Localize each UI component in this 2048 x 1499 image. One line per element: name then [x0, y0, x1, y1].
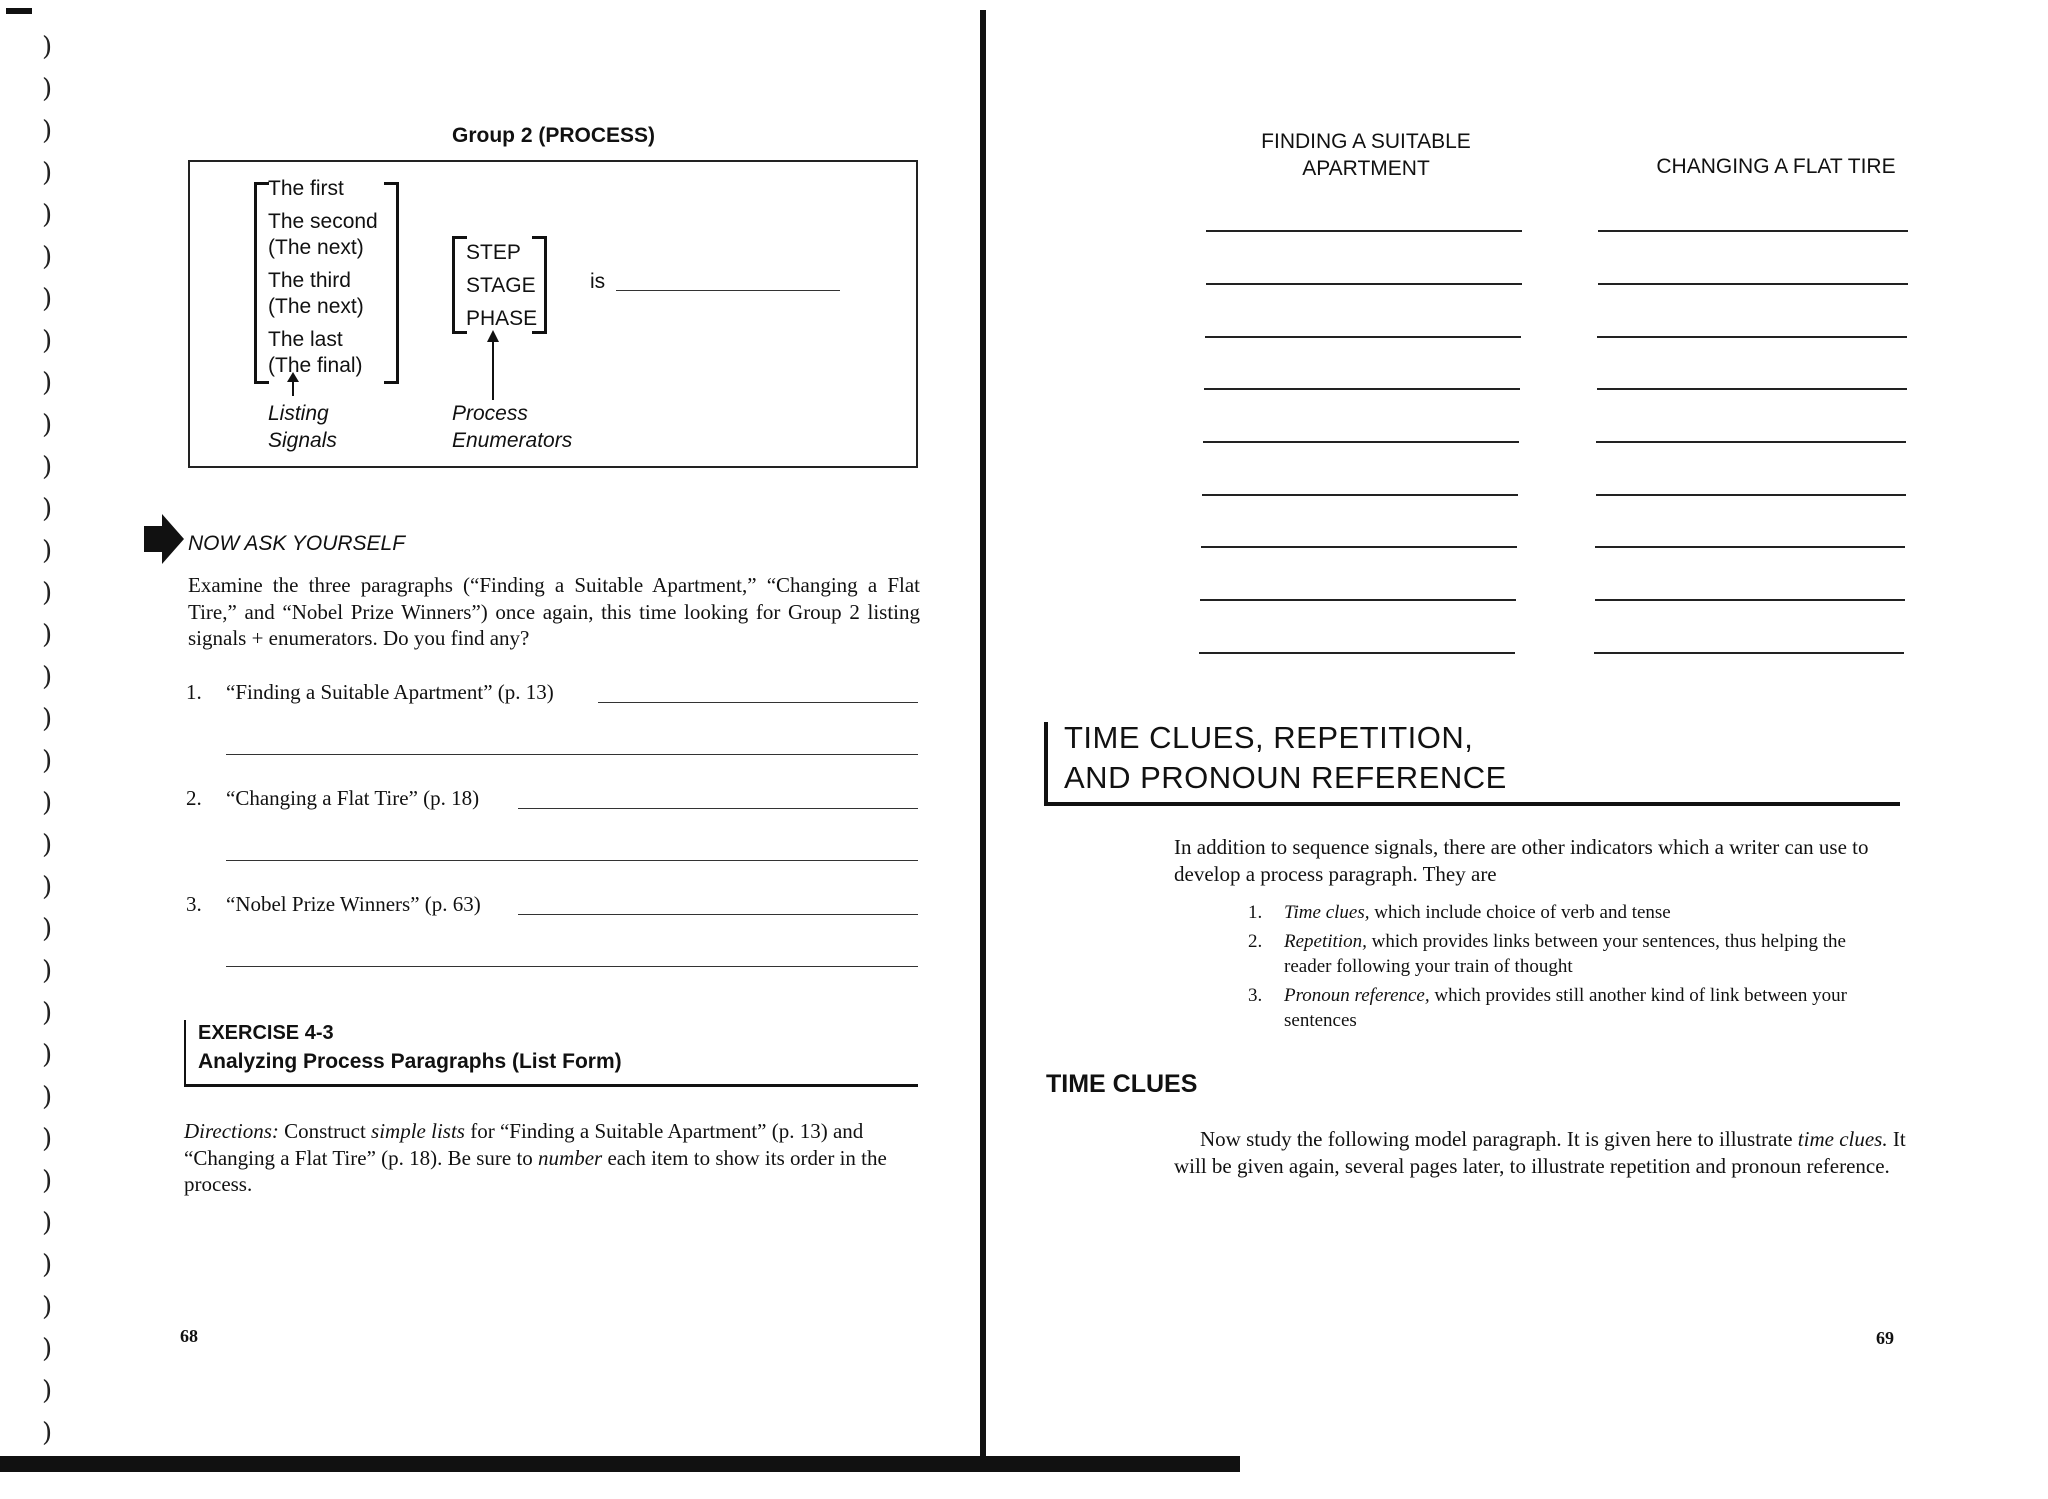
list-line[interactable]: [1595, 546, 1905, 548]
listing-signal: The last: [268, 327, 343, 351]
question-text: “Finding a Suitable Apartment” (p. 13): [226, 680, 554, 704]
directions-text: each item to show its order in the process.: [184, 1145, 887, 1196]
listing-signal: (The final): [268, 354, 363, 377]
exercise-number: EXERCISE 4-3: [198, 1022, 334, 1044]
answer-line[interactable]: [226, 966, 918, 967]
exercise-rule-left: [184, 1020, 186, 1086]
col1-heading: [1206, 128, 1526, 182]
question-number: 2.: [186, 786, 202, 810]
answer-line[interactable]: [518, 914, 918, 915]
answer-line[interactable]: [226, 860, 918, 861]
is-text: is: [590, 270, 606, 293]
list-line[interactable]: [1206, 230, 1522, 232]
listing-caption-line: Listing: [268, 402, 329, 425]
question-text: “Changing a Flat Tire” (p. 18): [226, 786, 480, 810]
examine-paragraph: Examine the three paragraphs (“Finding a Suitable Apartment,” “Changing a Flat Tire,” and “Nobel Prize Winners”) once again, this time looking for Group 2 listing signals + enumerators. Do you find any?: [188, 573, 920, 650]
listing-bracket-right: [384, 182, 399, 384]
list-item: [1248, 900, 1848, 925]
answer-line[interactable]: [598, 702, 918, 703]
list-line[interactable]: [1598, 230, 1908, 232]
list-line[interactable]: [1200, 599, 1516, 601]
enumerator: STEP: [466, 241, 521, 264]
directions-emphasis: number: [538, 1145, 603, 1170]
list-line[interactable]: [1201, 546, 1517, 548]
list-text: which provides still another kind of link between your sentences: [1284, 985, 1848, 1031]
enumerators: [466, 236, 537, 335]
question-number: 3.: [186, 892, 202, 916]
list-line[interactable]: [1206, 283, 1522, 285]
section-rule-bottom: [1044, 802, 1900, 806]
list-item: [1248, 929, 1848, 979]
list-term: Time clues,: [1284, 902, 1370, 923]
list-line[interactable]: [1597, 336, 1907, 338]
group-heading: Group 2 (PROCESS): [452, 124, 656, 147]
model-paragraph: [1174, 1126, 1914, 1179]
enumerator: STAGE: [466, 274, 536, 297]
directions-emphasis: simple lists: [371, 1119, 465, 1143]
list-line[interactable]: [1594, 652, 1904, 654]
list-line[interactable]: [1597, 388, 1907, 390]
list-text: which provides links between your sentences, thus helping the reader following your train of thought: [1284, 931, 1846, 977]
directions-paragraph: [184, 1118, 918, 1198]
list-number: 2.: [1248, 931, 1263, 952]
list-line[interactable]: [1202, 494, 1518, 496]
enumerator-bracket-left: [452, 236, 467, 334]
section-title: [1064, 718, 1507, 798]
indicator-list: [1248, 900, 1848, 1033]
listing-arrow-head: [287, 372, 299, 382]
model-emphasis: time clues.: [1797, 1127, 1888, 1151]
listing-bracket-left: [254, 182, 269, 384]
list-line[interactable]: [1203, 441, 1519, 443]
list-line[interactable]: [1199, 652, 1515, 654]
time-clues-heading: TIME CLUES: [1046, 1070, 1198, 1098]
list-line[interactable]: [1596, 441, 1906, 443]
list-item: [1248, 983, 1848, 1033]
listing-signal: (The next): [268, 295, 364, 318]
listing-signals: [268, 176, 378, 380]
listing-signal: (The next): [268, 236, 364, 259]
section-rule-left: [1044, 722, 1048, 806]
page-number-left: 68: [180, 1326, 198, 1346]
directions-text: Construct: [278, 1119, 372, 1143]
question-text: “Nobel Prize Winners” (p. 63): [226, 892, 481, 916]
enumerator-arrow-head: [487, 330, 499, 342]
col1-heading-line: FINDING A SUITABLE: [1261, 130, 1471, 153]
listing-signal: The first: [268, 177, 344, 200]
enumerator-caption-line: Process: [452, 402, 528, 425]
answer-blank[interactable]: [616, 290, 840, 291]
answer-line[interactable]: [226, 754, 918, 755]
page-number-right: 69: [1876, 1328, 1894, 1348]
list-number: 3.: [1248, 985, 1263, 1006]
list-line[interactable]: [1204, 388, 1520, 390]
exercise-title: Analyzing Process Paragraphs (List Form): [198, 1050, 622, 1073]
list-number: 1.: [1248, 902, 1263, 923]
list-term: Pronoun reference,: [1284, 985, 1430, 1006]
listing-signal: The third: [268, 268, 351, 292]
listing-caption-line: Signals: [268, 429, 337, 452]
list-line[interactable]: [1595, 599, 1905, 601]
question-number: 1.: [186, 680, 202, 704]
directions-text: for “Finding a Suitable Apartment” (p. 13) and “Changing a Flat Tire” (p. 18). Be sure to: [184, 1119, 864, 1170]
col1-heading-line: APARTMENT: [1302, 157, 1430, 180]
listing-signal: The second: [268, 209, 378, 233]
now-ask-label: NOW ASK YOURSELF: [188, 532, 406, 555]
model-text: Now study the following model paragraph. It is given here to illustrate: [1200, 1127, 1798, 1151]
list-line[interactable]: [1598, 283, 1908, 285]
listing-caption: [268, 400, 337, 454]
enumerator-caption: [452, 400, 572, 454]
intro-paragraph: In addition to sequence signals, there are other indicators which a writer can use to develop a process paragraph. They are: [1174, 835, 1869, 886]
enumerator-caption-line: Enumerators: [452, 429, 573, 452]
exercise-rule-bottom: [184, 1084, 918, 1087]
enumerator-arrow: [492, 340, 494, 400]
bottom-shadow: [0, 1456, 1240, 1472]
directions-label: Directions:: [184, 1119, 279, 1143]
pointing-arrow-icon: [144, 514, 184, 564]
model-text: It will be given again, several pages later, to illustrate repetition and pronoun reference.: [1174, 1127, 1906, 1178]
section-title-line: AND PRONOUN REFERENCE: [1064, 760, 1507, 795]
list-term: Repetition,: [1284, 931, 1367, 952]
list-text: which include choice of verb and tense: [1369, 902, 1671, 923]
list-line[interactable]: [1596, 494, 1906, 496]
col2-heading: CHANGING A FLAT TIRE: [1656, 155, 1896, 178]
book-gutter: [980, 10, 986, 1470]
binding-marks: ) ) ) ) ) ) ) ) ) ) ) ) ) ) ) ) ) ) ) ) ) ) ) ) ) ) ) ) ) ) ) ) ) ): [0, 0, 70, 1470]
list-line[interactable]: [1205, 336, 1521, 338]
section-title-line: TIME CLUES, REPETITION,: [1064, 720, 1474, 755]
answer-line[interactable]: [518, 808, 918, 809]
enumerator: PHASE: [466, 307, 538, 330]
